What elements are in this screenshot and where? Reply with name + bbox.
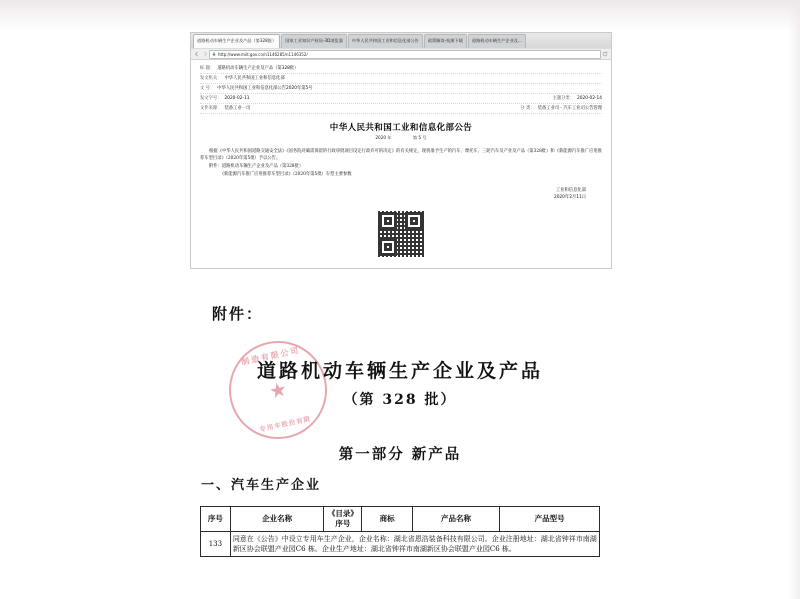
doc-meta-value-3: 2020-02-11 [224, 96, 250, 101]
browser-tab-1[interactable]: 国家工业知识产权局-3D浏览器 [281, 34, 347, 48]
seal-top-text: 制造有限公司 [240, 344, 302, 367]
announcement-title: 中华人民共和国工业和信息化部公告 [329, 123, 473, 133]
doc-meta-label-2: 文 号： [200, 86, 215, 91]
reload-icon[interactable] [602, 51, 608, 57]
doc-meta-row-3 [200, 94, 602, 104]
product-table [200, 506, 600, 557]
announcement-number: 第 5 号 [412, 135, 427, 140]
table-header-brand: 商标 [362, 507, 412, 532]
seal-star-icon: ★ [266, 376, 290, 404]
attachment-part-title: 第一部分 新产品 [338, 446, 462, 463]
browser-tab-2[interactable]: 中华人民共和国工业和信息化部公告 [348, 34, 423, 48]
doc-meta-value-1: 中华人民共和国工业和信息化部 [224, 76, 285, 81]
table-header-no: 序号 [201, 507, 231, 532]
doc-meta-value-4: 装备工业一司 [224, 106, 251, 111]
announcement-year: 2020 年 [375, 135, 392, 140]
doc-meta-label-0: 标 题： [200, 66, 215, 71]
announcement-paragraph-0: 根据《中华人民共和国道路交通安全法》《国务院对确需保留的行政审批项目设定行政许可的决定》的有关规定，现将准予生产的汽车、摩托车、三轮汽车及产业及产品（第328批）和《新能源汽车推广应用推荐车型目录》（2020年第5批）予以公告。 [200, 149, 602, 161]
doc-meta-spacer-3 [249, 95, 552, 102]
doc-meta-value-0: 道路机动车辆生产企业及产品（第328批） [217, 66, 299, 71]
attachment-label: 附件： [212, 305, 264, 323]
address-bar[interactable] [209, 50, 601, 59]
announcement-signature [200, 187, 602, 201]
browser-tab-3[interactable]: 政策解读-检测下载 [424, 34, 467, 48]
table-header-row [201, 507, 600, 532]
scan-edge-right [788, 0, 800, 599]
doc-meta-label-4b: 分 类： [520, 106, 535, 111]
doc-meta-row-0 [200, 64, 602, 74]
attachment-section-title: 一、汽车生产企业 [201, 478, 322, 493]
announcement-number-line [200, 135, 602, 141]
back-arrow-icon[interactable] [194, 51, 200, 57]
browser-tab-strip[interactable] [191, 33, 611, 48]
announcement-paragraph-1: 附件：道路机动车辆生产企业及产品（第328批） [209, 164, 304, 169]
browser-window [190, 32, 612, 269]
doc-meta-label-3: 发文字号： [200, 96, 222, 101]
lock-icon [212, 52, 216, 56]
browser-toolbar [191, 48, 611, 60]
doc-meta-spacer-4 [250, 105, 520, 112]
address-bar-url: http://www.miit.gov.cn/n1146285/n1146352/ [218, 51, 308, 57]
doc-meta-label-3b: 主题分类： [552, 96, 575, 101]
table-header-product: 产品名称 [412, 507, 499, 532]
table-cell-no: 133 [201, 532, 231, 557]
table-cell-detail: 同意在《公告》中设立专用车生产企业，企业名称：湖北省恩浩装备科技有限公司。企业注册地址：湖北省钟祥市南湖新区协会联盟产业园C6 栋。企业生产地址：湖北省钟祥市南湖新区协会联盟产业园C6 栋。 [230, 532, 599, 557]
qr-code-wrapper [378, 211, 424, 257]
doc-meta-value-3b: 2020-02-14 [577, 96, 602, 101]
table-header-index: 《目录》序号 [324, 507, 362, 532]
scan-edge-top [0, 0, 800, 8]
doc-meta-row-4 [200, 104, 602, 114]
doc-meta-row-2 [200, 84, 602, 94]
announcement-paragraph-2: 《新能源汽车推广应用推荐车型目录》（2020年第5批）车型主要参数 [209, 172, 352, 177]
browser-tab-4[interactable]: 道路机动车辆生产企业及... [468, 34, 526, 48]
table-header-company: 企业名称 [230, 507, 324, 532]
forward-arrow-icon[interactable] [202, 51, 208, 57]
qr-code [378, 211, 424, 257]
seal-bottom-text: 专用车股份有限 [258, 414, 312, 434]
doc-meta-value-4b: 装备工业司 - 汽车工业司公告管理 [537, 106, 602, 111]
table-header-model: 产品型号 [500, 507, 600, 532]
announcement-signer: 工业和信息化部 [555, 188, 586, 193]
attachment-batch: （第 328 批） [343, 392, 457, 408]
doc-meta-label-1: 发文机关： [200, 76, 222, 81]
web-page-content [191, 60, 611, 268]
attachment-title: 道路机动车辆生产企业及产品 [256, 360, 543, 382]
announcement-body [200, 148, 602, 178]
announcement-sign-date: 2020年2月11日 [553, 195, 586, 200]
table-row [201, 532, 600, 557]
doc-meta-row-1 [200, 74, 602, 84]
doc-meta-label-4: 文件来源： [200, 106, 222, 111]
doc-meta-value-2: 中华人民共和国工业和信息化部公告2020年第5号 [217, 86, 313, 91]
browser-tab-0[interactable]: 道路机动车辆生产企业及产品（第328批） [193, 34, 280, 48]
